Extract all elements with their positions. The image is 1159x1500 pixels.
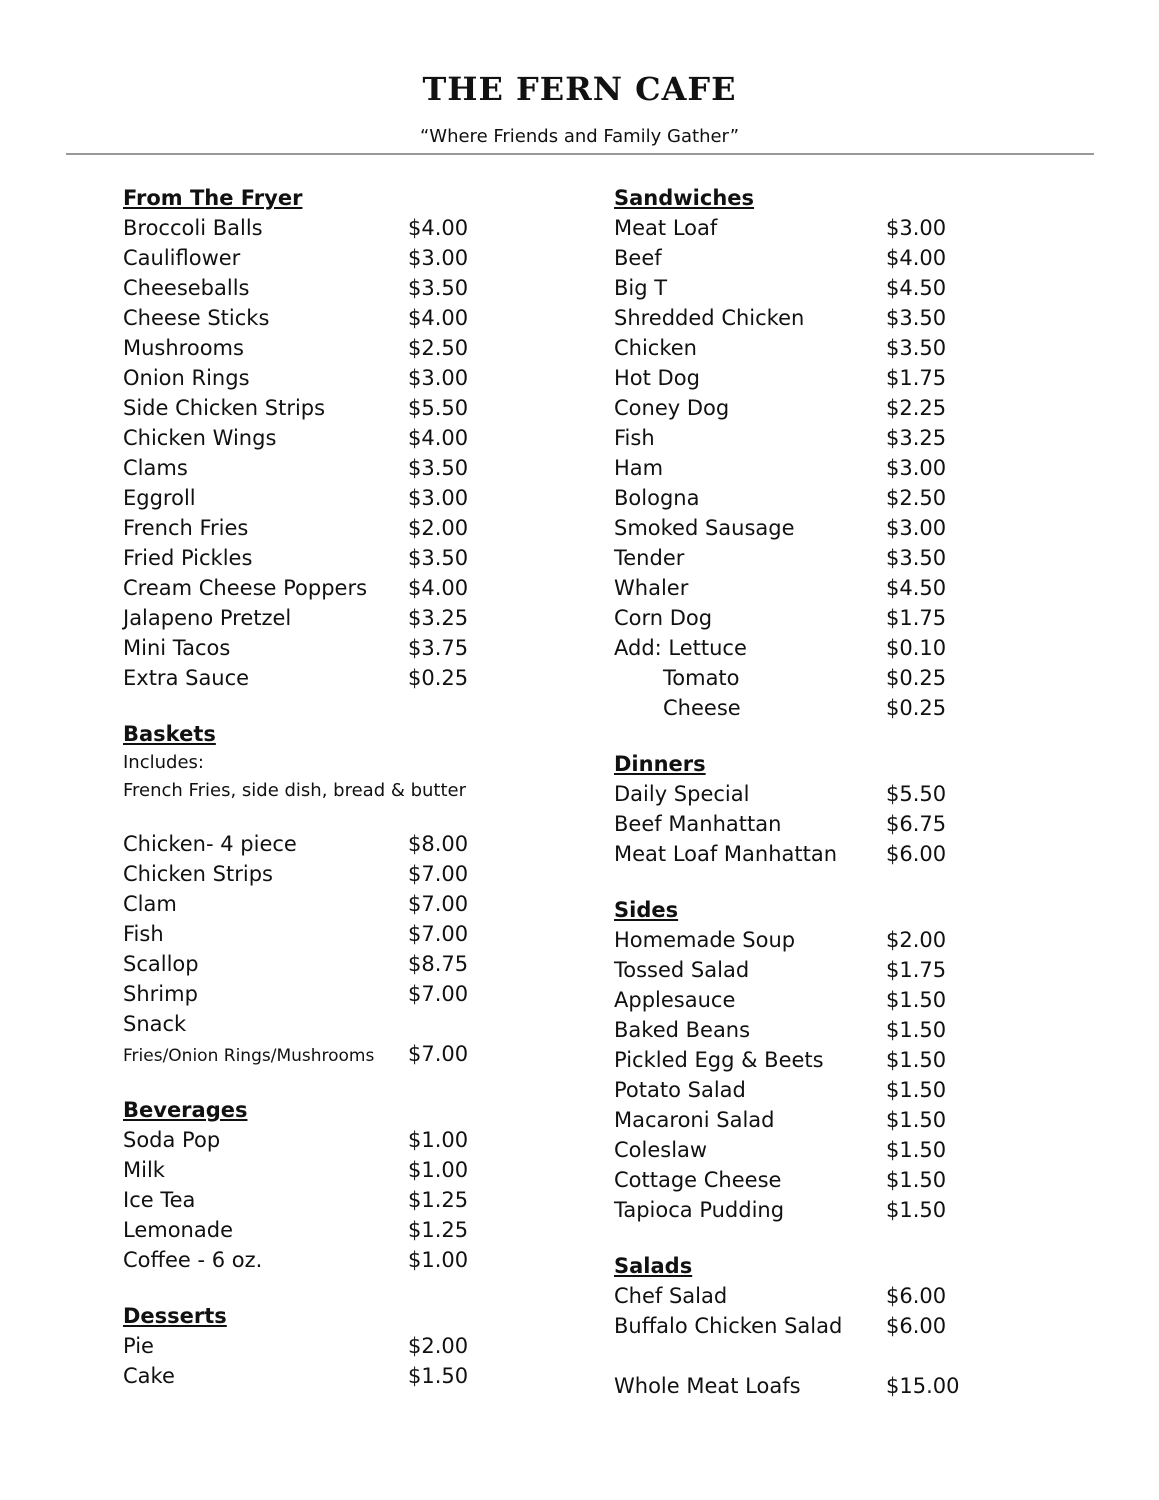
item-price: $8.00	[408, 832, 469, 856]
item-price: $3.50	[408, 456, 469, 480]
item-name: Cream Cheese Poppers	[123, 576, 368, 600]
item-price: $4.00	[408, 306, 469, 330]
item-price: $0.25	[886, 696, 947, 720]
item-price: $2.00	[408, 1334, 469, 1358]
item-name: Whaler	[614, 576, 689, 600]
section-heading: Sides	[614, 898, 679, 922]
item-price: $3.00	[886, 456, 947, 480]
item-name: Lemonade	[123, 1218, 233, 1242]
item-name: Onion Rings	[123, 366, 250, 390]
menu-item	[614, 453, 1014, 483]
menu-item	[123, 1039, 523, 1069]
item-name: Beef Manhattan	[614, 812, 782, 836]
item-price: $1.00	[408, 1128, 469, 1152]
menu-item	[614, 303, 1014, 333]
item-price: $15.00	[886, 1374, 960, 1398]
item-price: $4.00	[886, 246, 947, 270]
item-price: $0.25	[886, 666, 947, 690]
menu-item	[614, 779, 1014, 809]
item-price: $4.00	[408, 576, 469, 600]
menu-item	[123, 859, 523, 889]
item-price: $2.50	[408, 336, 469, 360]
item-price: $3.00	[408, 246, 469, 270]
menu-item	[614, 513, 1014, 543]
item-name: French Fries	[123, 516, 249, 540]
item-name: Meat Loaf	[614, 216, 718, 240]
item-name: Hot Dog	[614, 366, 700, 390]
item-price: $4.00	[408, 426, 469, 450]
item-name: Clams	[123, 456, 188, 480]
menu-item	[123, 333, 523, 363]
right-column	[614, 183, 1014, 1401]
item-price: $7.00	[408, 892, 469, 916]
menu-item	[123, 1185, 523, 1215]
item-price: $6.00	[886, 842, 947, 866]
menu-item	[614, 985, 1014, 1015]
item-name: Buffalo Chicken Salad	[614, 1314, 843, 1338]
menu-item	[123, 1331, 523, 1361]
item-name: Tender	[614, 546, 685, 570]
item-price: $0.10	[886, 636, 947, 660]
section-baskets	[123, 719, 523, 1069]
section-heading: Beverages	[123, 1098, 248, 1122]
item-price: $1.00	[408, 1248, 469, 1272]
item-name: Snack	[123, 1012, 187, 1036]
section-sides	[614, 895, 1014, 1225]
section-heading: From The Fryer	[123, 186, 303, 210]
menu-item-whole-meat-loafs	[614, 1371, 1014, 1401]
item-name: Pie	[123, 1334, 154, 1358]
item-name: Add: Lettuce	[614, 636, 747, 660]
item-price: $1.25	[408, 1218, 469, 1242]
item-price: $3.25	[886, 426, 947, 450]
item-price: $3.50	[886, 546, 947, 570]
item-price: $5.50	[886, 782, 947, 806]
menu-item	[123, 393, 523, 423]
item-price: $4.00	[408, 216, 469, 240]
menu-item	[123, 663, 523, 693]
menu-item	[614, 423, 1014, 453]
item-price: $6.75	[886, 812, 947, 836]
item-price: $3.75	[408, 636, 469, 660]
item-name: Shredded Chicken	[614, 306, 805, 330]
menu-item	[123, 573, 523, 603]
baskets-includes-text: French Fries, side dish, bread & butter	[123, 780, 467, 801]
item-price: $2.25	[886, 396, 947, 420]
item-name: Cheeseballs	[123, 276, 250, 300]
item-name: Side Chicken Strips	[123, 396, 326, 420]
item-name: Potato Salad	[614, 1078, 746, 1102]
item-name: Corn Dog	[614, 606, 713, 630]
item-name: Soda Pop	[123, 1128, 221, 1152]
menu-item	[614, 363, 1014, 393]
section-heading: Salads	[614, 1254, 693, 1278]
menu-item	[614, 573, 1014, 603]
menu-item	[123, 919, 523, 949]
menu-title: THE FERN CAFE	[422, 70, 737, 108]
item-price: $3.50	[408, 276, 469, 300]
menu-item	[614, 543, 1014, 573]
menu-item	[614, 663, 1014, 693]
item-price: $3.50	[408, 546, 469, 570]
item-name: Cottage Cheese	[614, 1168, 782, 1192]
item-price: $7.00	[408, 1042, 469, 1066]
item-price: $3.00	[408, 486, 469, 510]
item-name: Chicken Strips	[123, 862, 273, 886]
menu-item	[614, 333, 1014, 363]
item-name: Broccoli Balls	[123, 216, 263, 240]
item-price: $1.50	[886, 1168, 947, 1192]
item-name: Homemade Soup	[614, 928, 796, 952]
item-name: Whole Meat Loafs	[614, 1374, 801, 1398]
section-heading: Sandwiches	[614, 186, 755, 210]
section-heading: Desserts	[123, 1304, 227, 1328]
menu-item	[614, 693, 1014, 723]
menu-item	[614, 603, 1014, 633]
menu-item	[123, 483, 523, 513]
item-name: Tapioca Pudding	[614, 1198, 785, 1222]
item-price: $4.50	[886, 276, 947, 300]
item-name: Chicken- 4 piece	[123, 832, 297, 856]
item-name: Tossed Salad	[614, 958, 750, 982]
item-name: Shrimp	[123, 982, 198, 1006]
item-price: $6.00	[886, 1284, 947, 1308]
item-price: $1.50	[886, 1138, 947, 1162]
item-name: Meat Loaf Manhattan	[614, 842, 838, 866]
item-price: $3.50	[886, 306, 947, 330]
menu-item	[614, 213, 1014, 243]
item-price: $3.00	[886, 216, 947, 240]
menu-item	[123, 1361, 523, 1391]
item-name: Cake	[123, 1364, 175, 1388]
menu-item	[614, 1195, 1014, 1225]
item-name: Chef Salad	[614, 1284, 728, 1308]
menu-item	[123, 1125, 523, 1155]
item-price: $7.00	[408, 982, 469, 1006]
item-price: $1.50	[886, 988, 947, 1012]
item-name: Daily Special	[614, 782, 750, 806]
item-price: $1.50	[886, 1198, 947, 1222]
item-price: $1.50	[886, 1048, 947, 1072]
menu-item	[123, 889, 523, 919]
menu-item	[614, 633, 1014, 663]
menu-item	[123, 453, 523, 483]
item-price: $3.50	[886, 336, 947, 360]
item-name: Baked Beans	[614, 1018, 751, 1042]
item-price: $4.50	[886, 576, 947, 600]
item-name: Beef	[614, 246, 662, 270]
menu-item	[614, 1075, 1014, 1105]
section-desserts	[123, 1301, 523, 1391]
section-from-the-fryer	[123, 183, 523, 693]
menu-item	[614, 393, 1014, 423]
item-price: $3.00	[408, 366, 469, 390]
item-price: $2.00	[408, 516, 469, 540]
menu-item	[123, 303, 523, 333]
item-name: Cheese Sticks	[123, 306, 270, 330]
menu-item	[123, 243, 523, 273]
menu-item	[123, 949, 523, 979]
menu-item	[123, 979, 523, 1009]
item-name: Mushrooms	[123, 336, 244, 360]
item-name: Cauliflower	[123, 246, 241, 270]
menu-item	[123, 603, 523, 633]
item-price: $5.50	[408, 396, 469, 420]
item-name: Fish	[123, 922, 164, 946]
section-sandwiches	[614, 183, 1014, 723]
menu-item	[123, 1245, 523, 1275]
item-name: Coleslaw	[614, 1138, 708, 1162]
item-name: Cheese	[663, 696, 741, 720]
item-name: Milk	[123, 1158, 165, 1182]
item-name: Chicken Wings	[123, 426, 277, 450]
item-price: $8.75	[408, 952, 469, 976]
item-name: Extra Sauce	[123, 666, 250, 690]
item-price: $6.00	[886, 1314, 947, 1338]
menu-item	[614, 955, 1014, 985]
section-heading: Dinners	[614, 752, 706, 776]
item-price: $1.75	[886, 958, 947, 982]
menu-item	[614, 809, 1014, 839]
menu-item	[614, 1045, 1014, 1075]
menu-item	[614, 1311, 1014, 1341]
section-salads	[614, 1251, 1014, 1341]
item-name: Macaroni Salad	[614, 1108, 775, 1132]
menu-item	[614, 1281, 1014, 1311]
item-name: Eggroll	[123, 486, 196, 510]
item-price: $1.50	[408, 1364, 469, 1388]
menu-item	[123, 513, 523, 543]
item-name: Big T	[614, 276, 668, 300]
menu-item	[614, 1105, 1014, 1135]
menu-item	[123, 1009, 523, 1039]
header-divider	[66, 153, 1094, 155]
menu-item	[123, 829, 523, 859]
item-name: Coffee - 6 oz.	[123, 1248, 263, 1272]
item-price: $2.00	[886, 928, 947, 952]
item-name: Chicken	[614, 336, 697, 360]
menu-tagline: “Where Friends and Family Gather”	[419, 126, 740, 147]
item-price: $1.25	[408, 1188, 469, 1212]
item-name: Applesauce	[614, 988, 736, 1012]
item-name: Jalapeno Pretzel	[123, 606, 292, 630]
left-column	[123, 183, 523, 1391]
item-name: Tomato	[663, 666, 740, 690]
item-name: Pickled Egg & Beets	[614, 1048, 824, 1072]
item-name: Clam	[123, 892, 177, 916]
menu-item	[614, 839, 1014, 869]
item-name: Fish	[614, 426, 655, 450]
menu-item	[123, 273, 523, 303]
menu-item	[614, 483, 1014, 513]
item-price: $2.50	[886, 486, 947, 510]
item-price: $7.00	[408, 922, 469, 946]
item-price: $1.00	[408, 1158, 469, 1182]
item-name: Smoked Sausage	[614, 516, 795, 540]
item-name: Mini Tacos	[123, 636, 231, 660]
item-name: Fries/Onion Rings/Mushrooms	[123, 1046, 375, 1066]
baskets-includes-label: Includes:	[123, 752, 204, 773]
section-beverages	[123, 1095, 523, 1275]
menu-item	[123, 1155, 523, 1185]
menu-item	[123, 423, 523, 453]
item-price: $0.25	[408, 666, 469, 690]
menu-item	[614, 1015, 1014, 1045]
item-price: $1.50	[886, 1078, 947, 1102]
item-price: $1.75	[886, 366, 947, 390]
section-heading: Baskets	[123, 722, 216, 746]
item-name: Coney Dog	[614, 396, 730, 420]
menu-item	[614, 273, 1014, 303]
menu-item	[614, 925, 1014, 955]
menu-item	[123, 213, 523, 243]
menu-item	[123, 1215, 523, 1245]
menu-item	[123, 543, 523, 573]
item-name: Bologna	[614, 486, 700, 510]
item-price: $7.00	[408, 862, 469, 886]
menu-item	[614, 243, 1014, 273]
section-dinners	[614, 749, 1014, 869]
item-name: Ice Tea	[123, 1188, 196, 1212]
item-price: $3.25	[408, 606, 469, 630]
menu-item	[614, 1135, 1014, 1165]
menu-item	[123, 363, 523, 393]
menu-item	[123, 633, 523, 663]
item-price: $1.50	[886, 1108, 947, 1132]
item-name: Ham	[614, 456, 664, 480]
item-name: Fried Pickles	[123, 546, 253, 570]
item-price: $1.75	[886, 606, 947, 630]
menu-item	[614, 1165, 1014, 1195]
item-price: $1.50	[886, 1018, 947, 1042]
item-price: $3.00	[886, 516, 947, 540]
item-name: Scallop	[123, 952, 199, 976]
